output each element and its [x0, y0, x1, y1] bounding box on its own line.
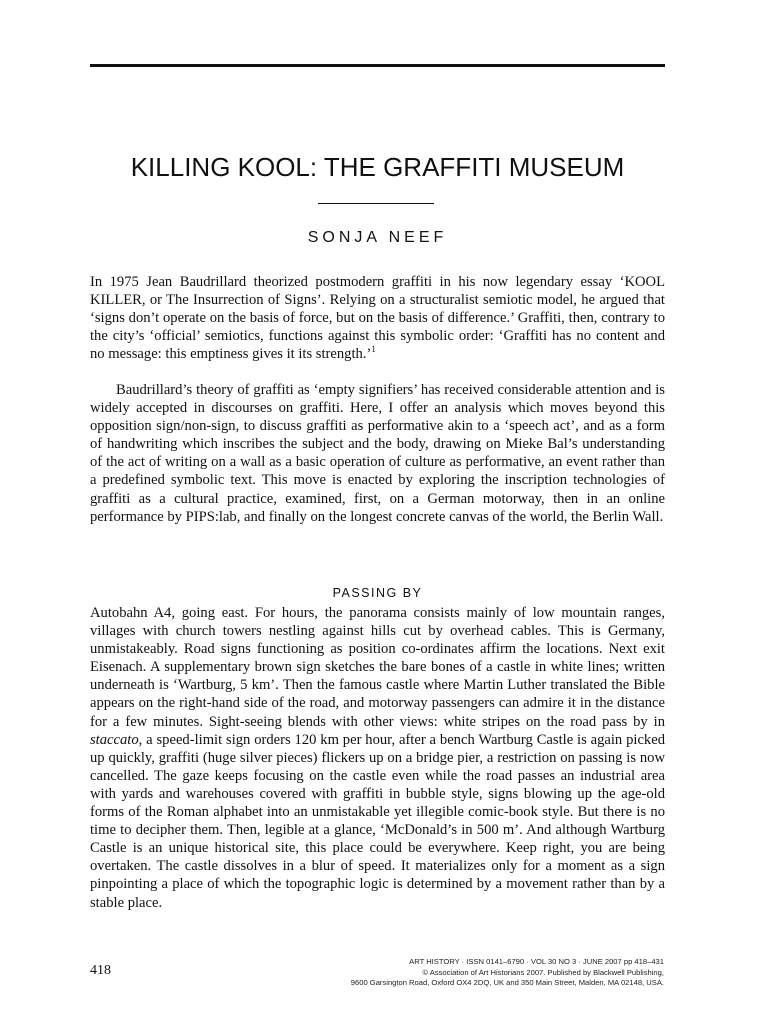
article-title: KILLING KOOL: THE GRAFFITI MUSEUM	[130, 152, 625, 182]
paragraph-intro	[90, 273, 665, 363]
title-divider	[318, 203, 434, 204]
copyright-line: © Association of Art Historians 2007. Published by Blackwell Publishing,	[422, 967, 664, 977]
address-line: 9600 Garsington Road, Oxford OX4 2DQ, UK and 350 Main Street, Malden, MA 02148, USA.	[350, 978, 664, 987]
page-number: 418	[90, 963, 111, 978]
paragraph-thesis: Baudrillard’s theory of graffiti as ‘empty signifiers’ has received considerable attention and is widely accepted in discourses on graffiti. Here, I offer an analysis which moves beyond this opposition sign/non-sign, to discuss graffiti as performative akin to a ‘speech act’, and as a form of handwriting which inscribes the subject and the body, drawing on Mieke Bal’s understanding of the act of writing on a wall as a basic operation of culture as performative, an event rather than a predefined symbolic text. This move is enacted by exploring the inscription technologies of graffiti as a cultural practice, examined, first, on a German motorway, then in an online performance by PIPS:lab, and finally on the longest concrete canvas of the world, the Berlin Wall.	[90, 382, 665, 525]
paragraph-intro-text: In 1975 Jean Baudrillard theorized postmodern graffiti in his now legendary essay ‘KOOL KILLER, or The Insurrection of Signs’. Relying on a structuralist semiotic model, he argued that ‘signs don’t operate on the basis of force, but on the basis of difference.’ Graffiti, then, contrary to the city’s ‘official’ semiotics, functions against this symbolic order: ‘Graffiti has no content and no message: this emptiness gives it its strength.’	[90, 274, 665, 363]
publication-footer	[351, 957, 664, 989]
top-rule	[90, 64, 665, 67]
footnote-marker[interactable]: 1	[371, 344, 376, 355]
section-heading: PASSING BY	[332, 586, 423, 600]
article-author: SONJA NEEF	[307, 229, 448, 246]
italic-word: staccato	[90, 731, 139, 748]
journal-line: ART HISTORY · ISSN 0141–6790 · VOL 30 NO 3 · JUNE 2007 pp 418–431	[409, 957, 664, 966]
paragraph-passing-by	[90, 604, 665, 912]
paragraph-passing-by-part2: , a speed-limit sign orders 120 km per hour, after a bench Wartburg Castle is again picked up quickly, graffiti (huge silver pieces) flickers up on a bridge pier, a restriction on passing is now cancelled. The gaze keeps focusing on the castle even while the road passes an industrial area with yards and warehouses covered with graffiti in bubble style, signs blowing up the age-old forms of the Roman alphabet into an unmistakable yet illegible comic-book style. But there is no time to decipher them. Then, legible at a glance, ‘McDonald’s in 500 m’. And although Wartburg Castle is an unique historical site, this place could be everywhere. Keep right, you are being overtaken. The castle dissolves in a blur of speed. It materializes only for a moment as a sign pinpointing a place of which the topographic logic is determined by a movement rather than by a stable place.	[90, 731, 665, 911]
paragraph-passing-by-part1: Autobahn A4, going east. For hours, the panorama consists mainly of low mountain ranges, villages with church towers nestling against hills cut by overhead cables. This is Germany, unmistakeably. Road signs functioning as position co-ordinates affirm the locations. Next exit Eisenach. A supplementary brown sign sketches the bare bones of a castle in white lines; written underneath is ‘Wartburg, 5 km’. Then the famous castle where Martin Luther translated the Bible appears on the right-hand side of the road, and motorway passengers can admire it in the distance for a few minutes. Sight-seeing blends with other views: white stripes on the road pass by in	[90, 605, 665, 730]
